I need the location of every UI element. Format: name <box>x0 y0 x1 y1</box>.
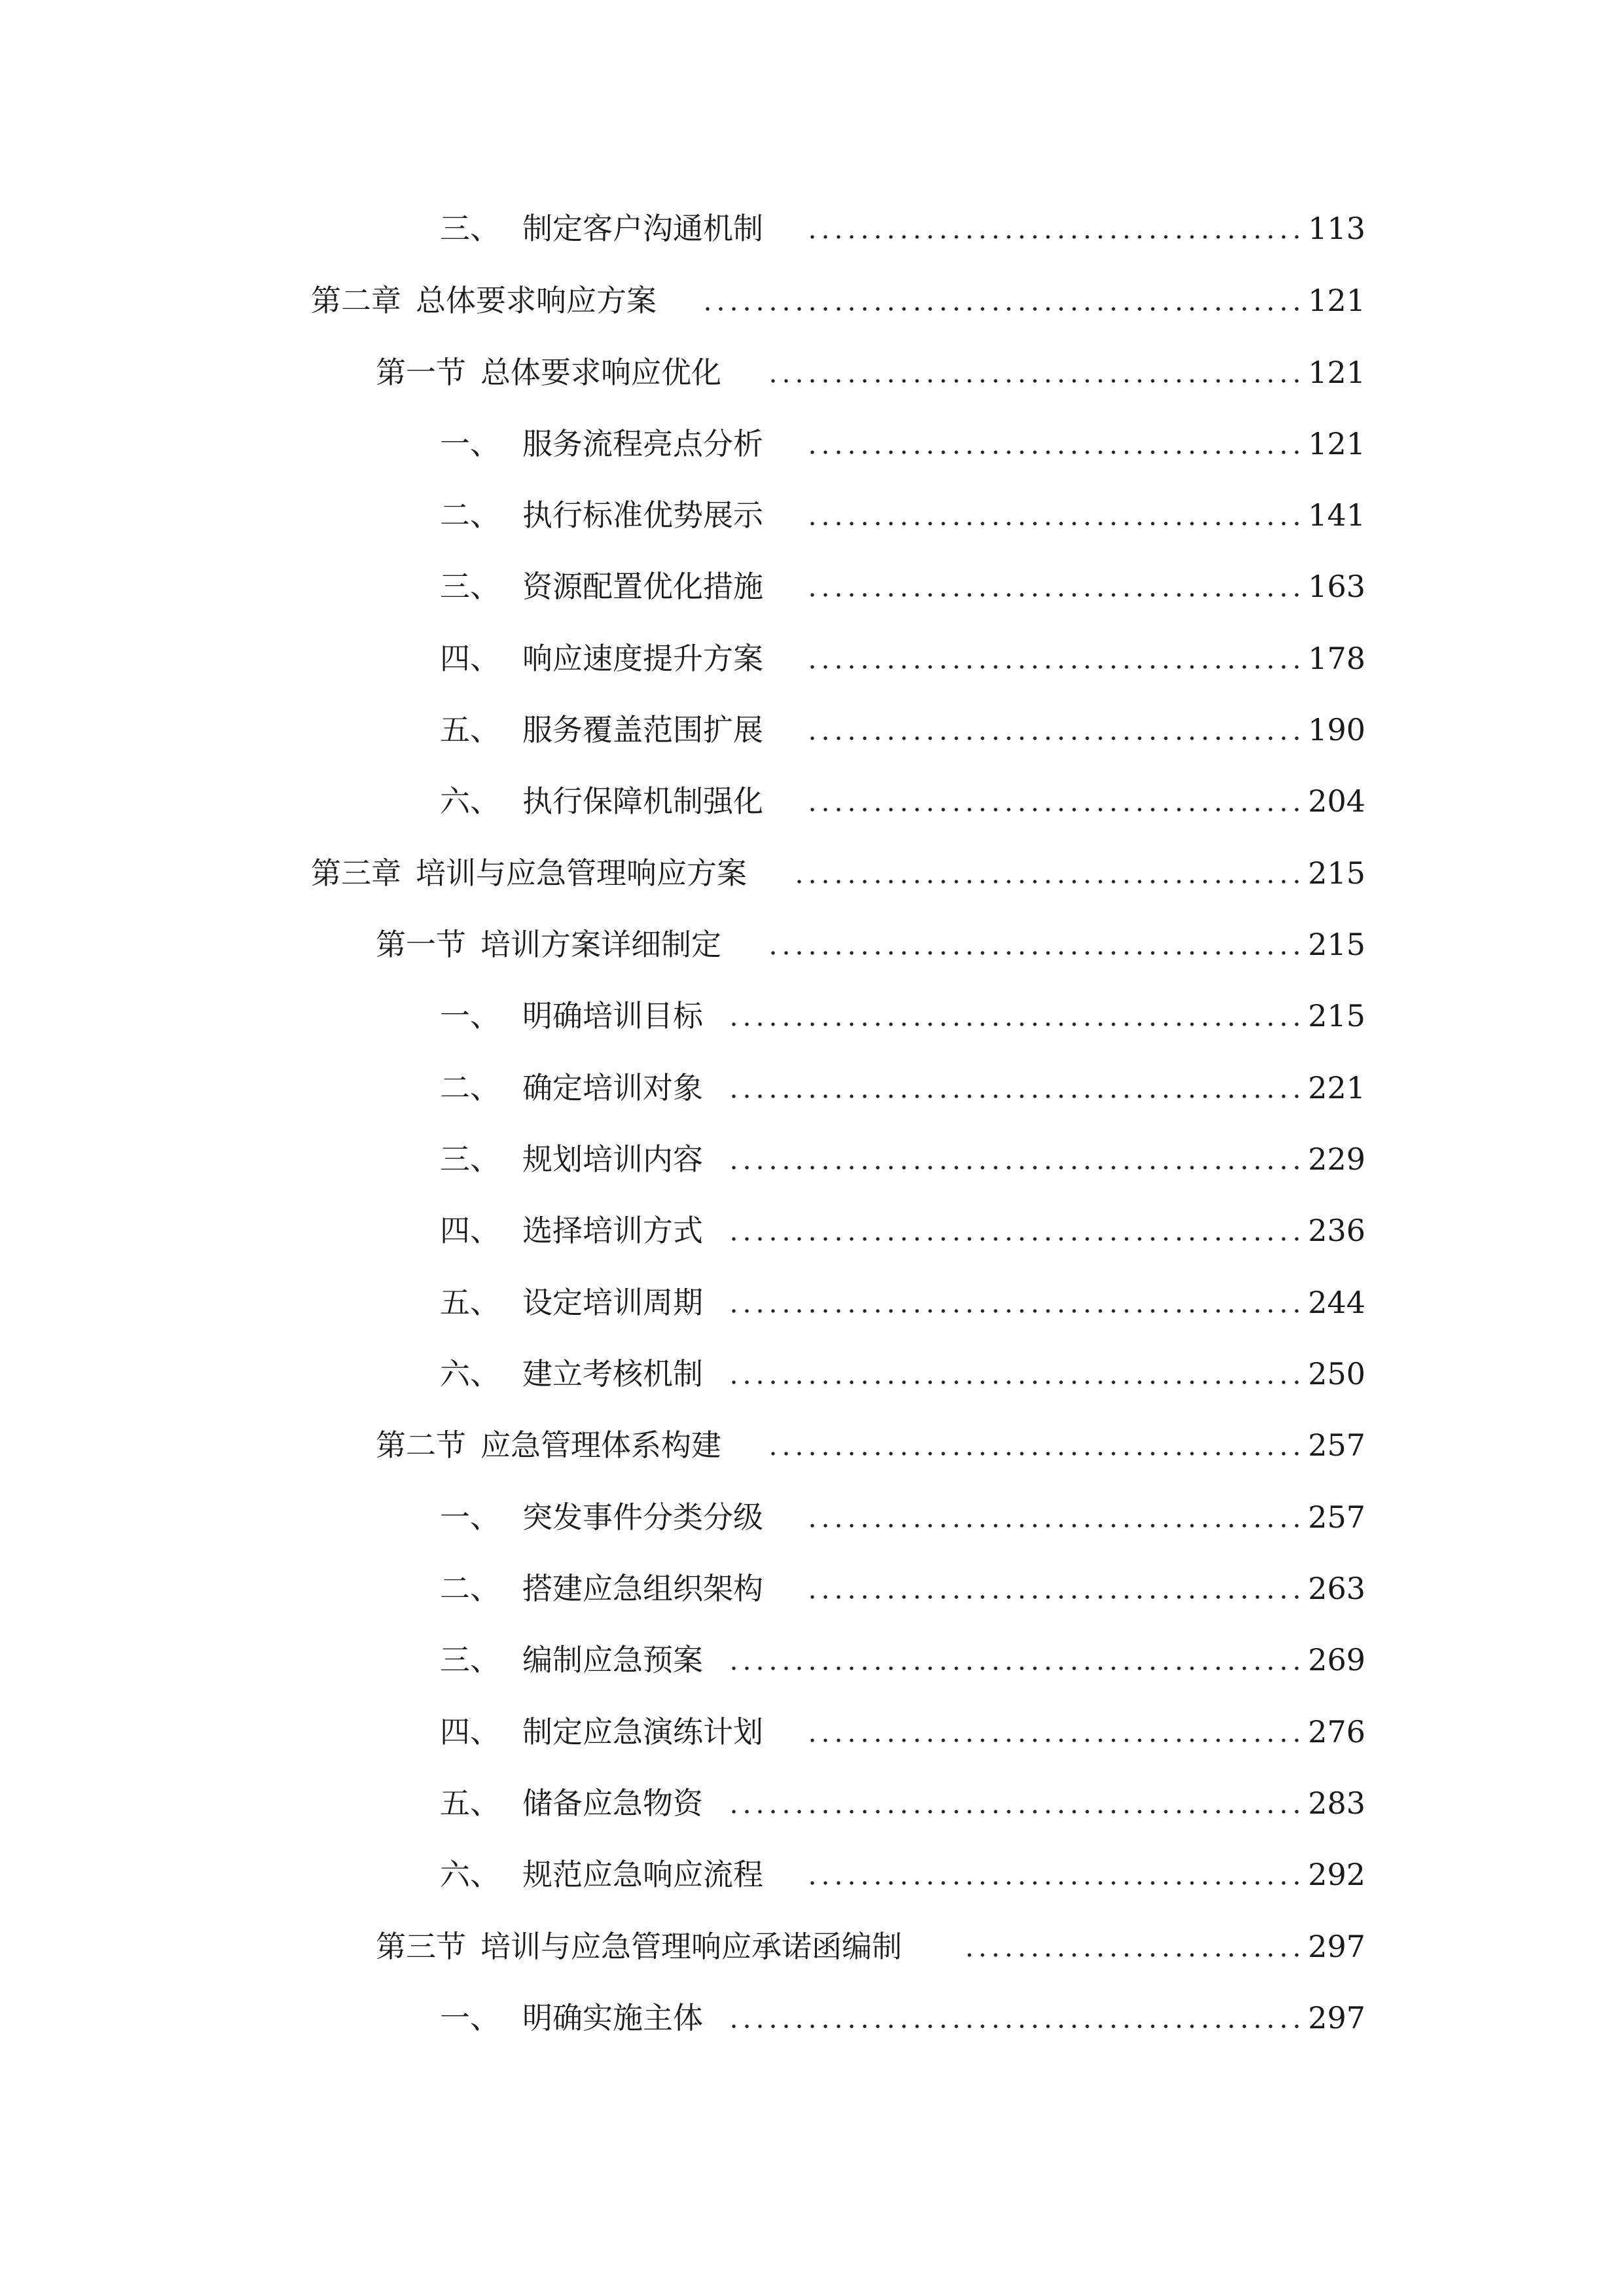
toc-entry-title: 资源配置优化措施 <box>522 569 763 604</box>
toc-entry[interactable] <box>0 1206 1624 1258</box>
toc-entry-number: 三、 <box>440 1141 500 1177</box>
toc-entry[interactable] <box>0 1278 1624 1330</box>
toc-entry-title: 制定客户沟通机制 <box>522 211 763 246</box>
toc-entry-page: 204 <box>1308 783 1365 819</box>
toc-entry-title: 培训方案详细制定 <box>480 927 721 962</box>
toc-entry-number: 第三章 <box>311 855 401 891</box>
toc-entry-label <box>440 568 763 605</box>
toc-entry[interactable] <box>0 1922 1624 1974</box>
toc-entry[interactable] <box>0 562 1624 614</box>
toc-entry-label <box>440 1570 763 1607</box>
toc-entry-number: 五、 <box>440 712 500 747</box>
toc-entry-page: 121 <box>1308 426 1365 461</box>
dot-leader <box>727 2024 1303 2028</box>
toc-entry[interactable] <box>0 348 1624 400</box>
toc-entry-label <box>440 1499 763 1535</box>
toc-entry-page: 215 <box>1308 927 1365 962</box>
toc-entry[interactable] <box>0 776 1624 829</box>
toc-entry[interactable] <box>0 1492 1624 1545</box>
toc-entry-title: 执行标准优势展示 <box>522 497 763 533</box>
toc-entry-title: 搭建应急组织架构 <box>522 1571 763 1606</box>
toc-entry-number: 四、 <box>440 641 500 676</box>
toc-entry[interactable] <box>0 1778 1624 1831</box>
toc-entry-label <box>440 1069 703 1106</box>
toc-entry[interactable] <box>0 204 1624 256</box>
toc-entry-title: 确定培训对象 <box>522 1070 703 1105</box>
dot-leader <box>727 1309 1303 1313</box>
toc-entry-number: 一、 <box>440 2000 500 2036</box>
toc-entry-label <box>440 1856 763 1893</box>
toc-entry-page: 297 <box>1308 2000 1365 2036</box>
toc-entry-label <box>376 926 721 963</box>
toc-entry-number: 第二节 <box>376 1427 466 1463</box>
toc-entry-page: 229 <box>1308 1141 1365 1177</box>
toc-entry-number: 五、 <box>440 1285 500 1320</box>
toc-entry-page: 244 <box>1308 1285 1365 1320</box>
toc-entry-page: 292 <box>1308 1857 1365 1892</box>
toc-entry-title: 规范应急响应流程 <box>522 1857 763 1892</box>
dot-leader <box>763 951 1303 955</box>
toc-entry-number: 六、 <box>440 783 500 819</box>
dot-leader <box>700 307 1303 311</box>
toc-entry-page: 190 <box>1308 712 1365 747</box>
toc-entry-page: 178 <box>1308 641 1365 676</box>
toc-entry-number: 五、 <box>440 1785 500 1821</box>
toc-entry-label <box>440 1212 703 1249</box>
toc-entry-number: 一、 <box>440 998 500 1033</box>
dot-leader <box>795 880 1303 884</box>
toc-entry[interactable] <box>0 1850 1624 1902</box>
toc-entry-page: 121 <box>1308 355 1365 390</box>
dot-leader <box>727 1380 1303 1384</box>
toc-entry-label <box>311 855 747 891</box>
toc-entry-title: 执行保障机制强化 <box>522 783 763 819</box>
toc-entry-page: 257 <box>1308 1499 1365 1535</box>
toc-entry-label <box>440 2000 703 2036</box>
dot-leader <box>805 450 1303 454</box>
toc-entry-number: 三、 <box>440 569 500 604</box>
toc-entry-title: 设定培训周期 <box>522 1285 703 1320</box>
toc-entry[interactable] <box>0 1349 1624 1401</box>
toc-entry-number: 一、 <box>440 426 500 461</box>
toc-entry-page: 257 <box>1308 1427 1365 1463</box>
toc-entry[interactable] <box>0 1134 1624 1187</box>
dot-leader <box>805 1595 1303 1599</box>
toc-entry-label <box>440 1641 703 1678</box>
toc-entry-number: 第二章 <box>311 283 401 318</box>
toc-entry-title: 培训与应急管理响应承诺函编制 <box>480 1929 902 1964</box>
toc-entry-number: 一、 <box>440 1499 500 1535</box>
dot-leader <box>805 1881 1303 1885</box>
toc-entry-title: 建立考核机制 <box>522 1356 703 1391</box>
toc-entry-number: 第一节 <box>376 355 466 390</box>
dot-leader <box>805 665 1303 669</box>
dot-leader <box>805 522 1303 526</box>
toc-entry-number: 四、 <box>440 1213 500 1248</box>
toc-entry-label <box>440 711 763 748</box>
toc-entry[interactable] <box>0 1063 1624 1115</box>
toc-entry-title: 应急管理体系构建 <box>480 1427 721 1463</box>
dot-leader <box>805 736 1303 740</box>
toc-entry-page: 215 <box>1308 855 1365 891</box>
toc-entry[interactable] <box>0 1993 1624 2045</box>
toc-entry[interactable] <box>0 1564 1624 1616</box>
toc-entry-number: 第三节 <box>376 1929 466 1964</box>
toc-entry-page: 215 <box>1308 998 1365 1033</box>
toc-entry-page: 141 <box>1308 497 1365 533</box>
toc-entry-page: 221 <box>1308 1070 1365 1105</box>
toc-entry-page: 263 <box>1308 1571 1365 1606</box>
toc-entry-number: 二、 <box>440 497 500 533</box>
toc-entry[interactable] <box>0 1635 1624 1687</box>
toc-entry-label <box>376 1928 902 1965</box>
dot-leader <box>805 593 1303 597</box>
toc-entry[interactable] <box>0 920 1624 972</box>
toc-entry-number: 第一节 <box>376 927 466 962</box>
toc-entry-number: 二、 <box>440 1571 500 1606</box>
toc-entry[interactable] <box>0 419 1624 471</box>
toc-entry-title: 培训与应急管理响应方案 <box>416 855 747 891</box>
dot-leader <box>727 1666 1303 1670</box>
toc-entry-title: 响应速度提升方案 <box>522 641 763 676</box>
dot-leader <box>727 1094 1303 1098</box>
toc-entry-title: 突发事件分类分级 <box>522 1499 763 1535</box>
toc-entry[interactable] <box>0 490 1624 543</box>
toc-entry-title: 明确培训目标 <box>522 998 703 1033</box>
toc-entry-label <box>376 354 721 391</box>
toc-entry-title: 编制应急预案 <box>522 1642 703 1677</box>
toc-entry-label <box>440 1141 703 1177</box>
dot-leader <box>727 1022 1303 1026</box>
toc-entry-number: 三、 <box>440 1642 500 1677</box>
toc-entry-number: 六、 <box>440 1356 500 1391</box>
toc-entry-title: 储备应急物资 <box>522 1785 703 1821</box>
toc-entry-label <box>440 1785 703 1821</box>
toc-entry[interactable] <box>0 848 1624 901</box>
toc-entry-label <box>440 997 703 1034</box>
toc-entry-page: 269 <box>1308 1642 1365 1677</box>
toc-entry-label <box>311 282 657 319</box>
toc-entry-label <box>440 497 763 533</box>
toc-entry[interactable] <box>0 991 1624 1043</box>
dot-leader <box>959 1953 1303 1957</box>
dot-leader <box>805 235 1303 239</box>
toc-entry-label <box>440 640 763 677</box>
dot-leader <box>805 1738 1303 1742</box>
toc-entry-title: 制定应急演练计划 <box>522 1714 763 1749</box>
dot-leader <box>763 1452 1303 1456</box>
toc-entry-title: 选择培训方式 <box>522 1213 703 1248</box>
toc-entry-title: 服务流程亮点分析 <box>522 426 763 461</box>
toc-entry-page: 250 <box>1308 1356 1365 1391</box>
toc-entry[interactable] <box>0 276 1624 328</box>
toc-entry-page: 276 <box>1308 1714 1365 1749</box>
toc-entry-label <box>440 425 763 462</box>
dot-leader <box>727 1166 1303 1170</box>
toc-entry-number: 六、 <box>440 1857 500 1892</box>
toc-entry-number: 四、 <box>440 1714 500 1749</box>
toc-entry-label <box>440 1284 703 1321</box>
toc-entry-title: 规划培训内容 <box>522 1141 703 1177</box>
dot-leader <box>805 1524 1303 1528</box>
toc-entry-label <box>440 1713 763 1750</box>
toc-entry-title: 总体要求响应优化 <box>480 355 721 390</box>
toc-entry-page: 163 <box>1308 569 1365 604</box>
toc-entry-page: 121 <box>1308 283 1365 318</box>
dot-leader <box>763 379 1303 383</box>
dot-leader <box>727 1810 1303 1814</box>
toc-entry-page: 113 <box>1308 211 1365 246</box>
dot-leader <box>727 1237 1303 1241</box>
toc-entry-number: 三、 <box>440 211 500 246</box>
toc-entry-label <box>376 1427 721 1463</box>
toc-entry[interactable] <box>0 634 1624 686</box>
toc-entry[interactable] <box>0 1420 1624 1473</box>
toc-entry[interactable] <box>0 705 1624 757</box>
toc-entry-label <box>440 210 763 247</box>
dot-leader <box>805 808 1303 812</box>
toc-entry-page: 236 <box>1308 1213 1365 1248</box>
toc-entry-number: 二、 <box>440 1070 500 1105</box>
toc-entry-title: 明确实施主体 <box>522 2000 703 2036</box>
toc-entry-title: 总体要求响应方案 <box>416 283 657 318</box>
toc-entry-title: 服务覆盖范围扩展 <box>522 712 763 747</box>
toc-entry[interactable] <box>0 1707 1624 1759</box>
toc-entry-page: 283 <box>1308 1785 1365 1821</box>
toc-entry-label <box>440 783 763 819</box>
toc-entry-page: 297 <box>1308 1929 1365 1964</box>
toc-entry-label <box>440 1355 703 1392</box>
